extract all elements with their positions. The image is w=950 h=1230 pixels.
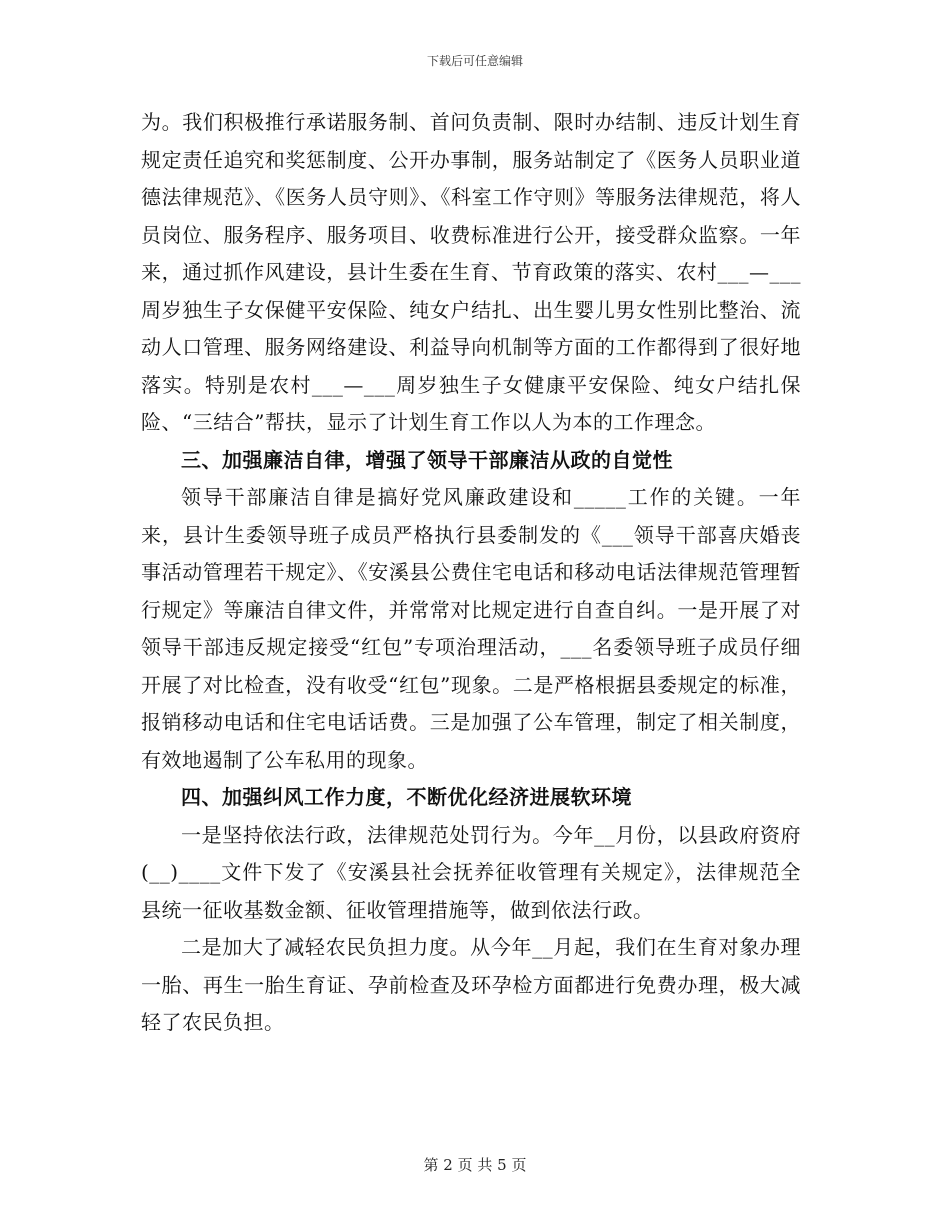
document-body: [141, 104, 801, 1042]
page-footer: 第 2 页 共 5 页: [423, 1156, 527, 1174]
body-paragraph: 二是加大了减轻农民负担力度。从今年__月起，我们在生育对象办理一胎、再生一胎生育证、孕前检查及环孕检方面都进行免费办理，极大减轻了农民负担。: [141, 935, 801, 1034]
body-paragraph: 为。我们积极推行承诺服务制、首问负责制、限时办结制、违反计划生育规定责任追究和奖惩制度、公开办事制，服务站制定了《医务人员职业道德法律规范》、《医务人员守则》、《科室工作守则》等服务法律规范，将人员岗位、服务程序、服务项目、收费标准进行公开，接受群众监察。一年来，通过抓作风建设，县计生委在生育、节育政策的落实、农村___—___周岁独生子女保健平安保险、纯女户结扎、出生婴儿男女性别比整治、流动人口管理、服务网络建设、利益导向机制等方面的工作都得到了很好地落实。特别是农村___—___周岁独生子女健康平安保险、纯女户结扎保险、“三结合”帮扶，显示了计划生育工作以人为本的工作理念。: [141, 110, 801, 434]
body-paragraph: 一是坚持依法行政，法律规范处罚行为。今年__月份，以县政府资府(__)____文件下发了《安溪县社会抚养征收管理有关规定》，法律规范全县统一征收基数金额、征收管理措施等，做到依法行政。: [141, 822, 801, 922]
section-heading-4: 四、加强纠风工作力度，不断优化经济进展软环境: [181, 785, 632, 809]
section-heading-3: 三、加强廉洁自律，增强了领导干部廉洁从政的自觉性: [181, 447, 673, 472]
body-paragraph: 领导干部廉洁自律是搞好党风廉政建设和_____工作的关键。一年来，县计生委领导班子成员严格执行县委制发的《___领导干部喜庆婚丧事活动管理若干规定》、《安溪县公费住宅电话和移动电话法律规范管理暂行规定》等廉洁自律文件，并常常对比规定进行自查自纠。一是开展了对领导干部违反规定接受“红包”专项治理活动，___名委领导班子成员仔细开展了对比检查，没有收受“红包”现象。二是严格根据县委规定的标准，报销移动电话和住宅电话话费。三是加强了公车管理，制定了相关制度，有效地遏制了公车私用的现象。: [141, 485, 801, 772]
page-header: 下载后可任意编辑: [426, 54, 523, 68]
